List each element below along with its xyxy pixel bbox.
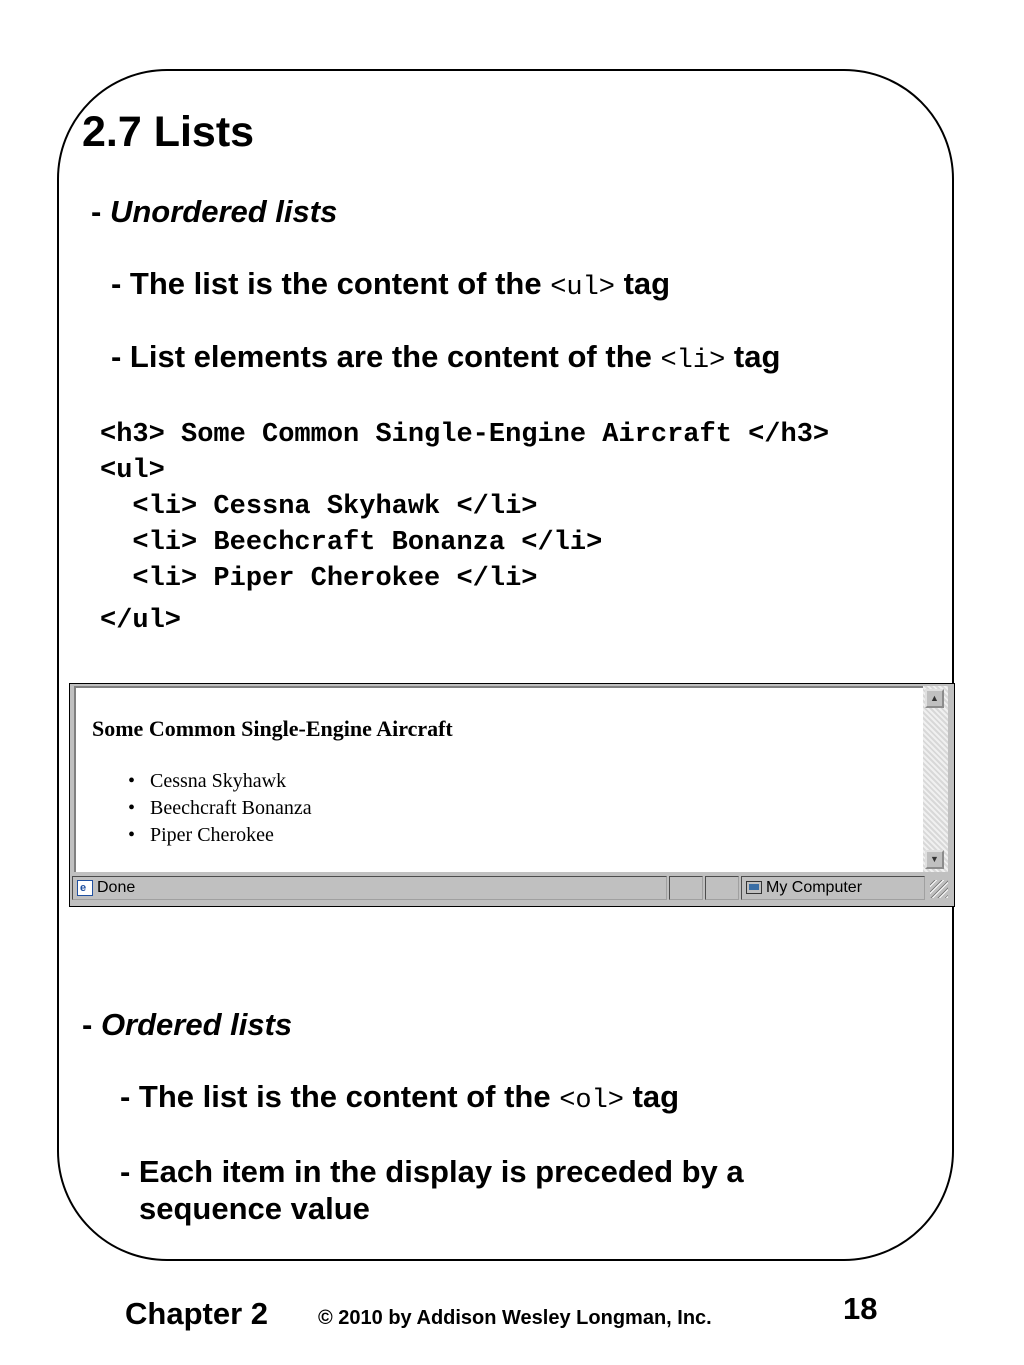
rendered-list-item: • Piper Cherokee <box>128 822 312 849</box>
scroll-down-icon[interactable]: ▼ <box>925 850 944 869</box>
code-line-3: <li> Cessna Skyhawk </li> <box>100 492 538 522</box>
ordered-dash: - <box>82 1007 101 1042</box>
status-bar <box>72 876 950 902</box>
status-cell-3 <box>705 876 739 900</box>
code-line-1: <h3> Some Common Single-Engine Aircraft </h3> <box>100 420 830 450</box>
status-cell-2 <box>669 876 703 900</box>
rendered-list <box>128 768 312 849</box>
footer-chapter: Chapter 2 <box>125 1296 268 1331</box>
li-tag-code: <li> <box>660 346 726 376</box>
footer-copyright: © 2010 by Addison Wesley Longman, Inc. <box>318 1307 712 1329</box>
ol-point-1-text: - The list is the content of the <box>120 1079 560 1114</box>
ul-tag-code: <ul> <box>550 273 615 303</box>
code-line-6: </ul> <box>100 606 182 636</box>
code-line-4: <li> Beechcraft Bonanza </li> <box>100 528 603 558</box>
ol-point-2-continuation: sequence value <box>139 1191 370 1226</box>
ordered-heading-text: Ordered lists <box>100 1007 293 1042</box>
ol-point-1-tail: tag <box>624 1079 680 1114</box>
rendered-list-item: • Beechcraft Bonanza <box>128 795 312 822</box>
unordered-heading <box>91 194 337 230</box>
status-cell-main <box>72 876 667 900</box>
ul-point-2-text: - List elements are the content of the <box>111 339 661 374</box>
zone-text: My Computer <box>766 879 863 896</box>
status-text: Done <box>97 879 136 896</box>
computer-icon <box>746 881 762 894</box>
unordered-dash: - <box>91 194 110 229</box>
ol-tag-code: <ol> <box>559 1086 624 1116</box>
resize-grip-icon[interactable] <box>930 880 948 898</box>
browser-window-screenshot <box>69 683 955 907</box>
ie-page-icon: e <box>77 880 93 896</box>
page-number: 18 <box>843 1291 878 1326</box>
code-line-2: <ul> <box>100 456 165 486</box>
code-line-5: <li> Piper Cherokee </li> <box>100 564 538 594</box>
ul-point-2 <box>111 339 780 376</box>
ul-point-1-tail: tag <box>615 266 671 301</box>
rendered-list-item: • Cessna Skyhawk <box>128 768 312 795</box>
slide-title: 2.7 Lists <box>82 108 255 156</box>
ul-point-1-text: - The list is the content of the <box>111 266 551 301</box>
ol-point-1 <box>120 1079 679 1116</box>
ul-point-1 <box>111 266 670 303</box>
ol-point-2: - Each item in the display is preceded by a <box>120 1154 744 1189</box>
rendered-heading: Some Common Single-Engine Aircraft <box>92 716 453 741</box>
status-cell-zone <box>741 876 925 900</box>
ul-point-2-tail: tag <box>725 339 781 374</box>
ordered-heading <box>82 1007 292 1043</box>
scroll-up-icon[interactable]: ▲ <box>925 689 944 708</box>
browser-viewport <box>74 686 923 872</box>
unordered-heading-text: Unordered lists <box>109 194 338 229</box>
vertical-scrollbar[interactable] <box>923 686 948 872</box>
